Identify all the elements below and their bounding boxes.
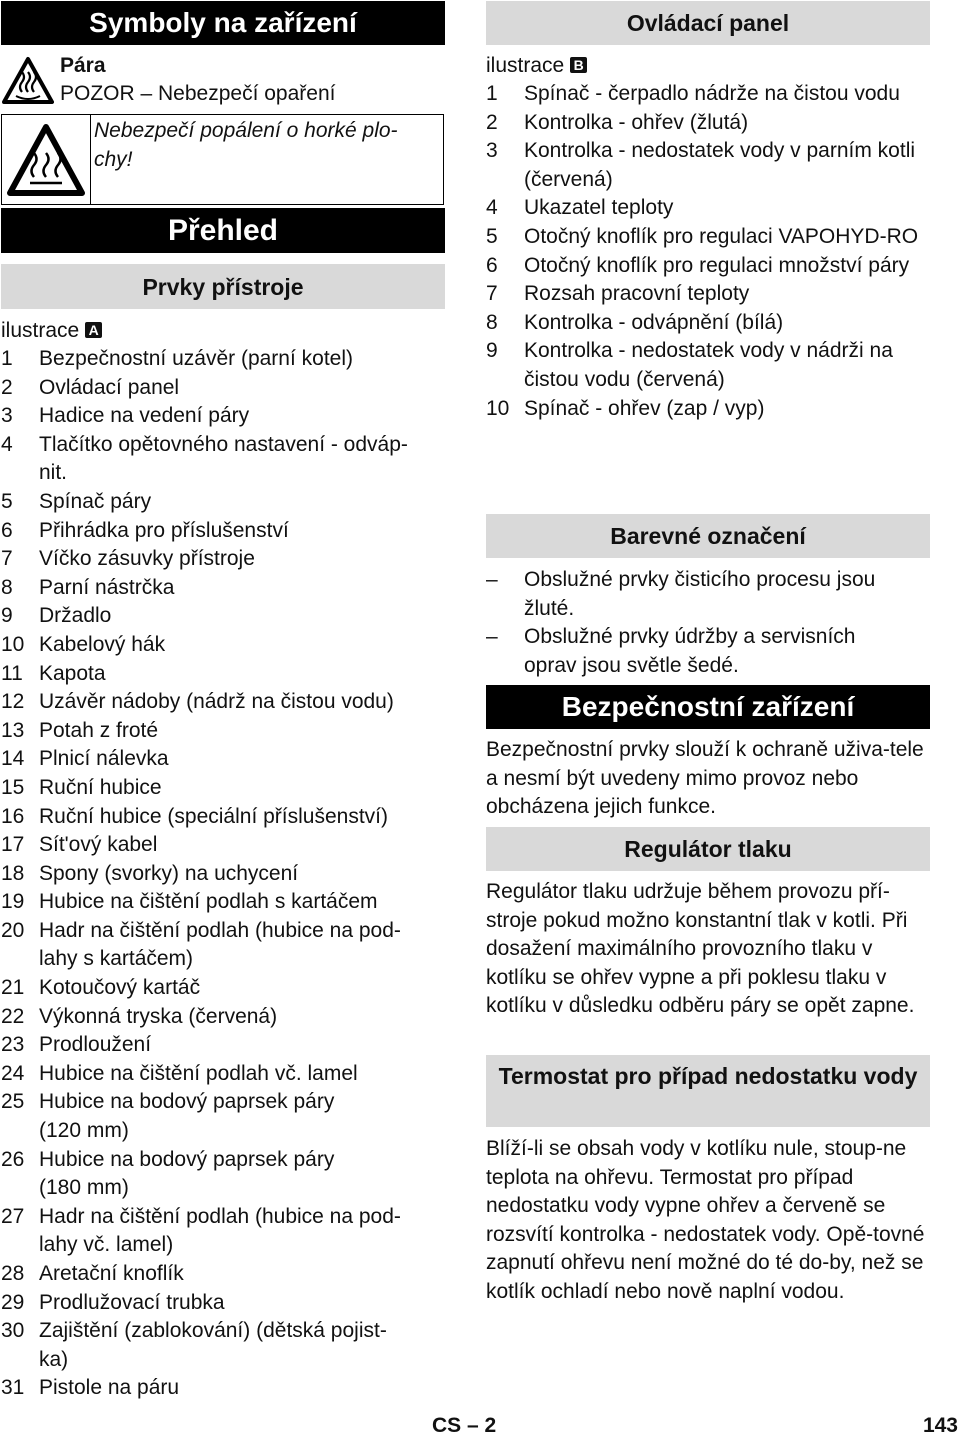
hot-surface-box [1, 114, 444, 205]
list-item: 29 Prodlužovací trubka [1, 1290, 225, 1314]
list-item: 9 Držadlo [1, 604, 112, 628]
steam-warning-icon [2, 56, 54, 106]
illustration-b-caption [486, 52, 587, 81]
list-item: 1 Spínač - čerpadlo nádrže na čistou vodu [486, 82, 900, 105]
thermostat-text: Blíží-li se obsah vody v kotlíku nule, stoup-ne teplota na ohřevu. Termostat pro případ nedostatku vody vypne ohřev a červeně se rozsvítí kontrolka - nedostatek vody. Opě-tovné zapnutí ohřevu není možné do té do-by, než se kotlík ochladí nebo nově naplní vodou. [486, 1137, 925, 1303]
elements-title: Prvky přístroje [1, 264, 445, 309]
list-item: 9 Kontrolka - nedostatek vody v nádrži na čistou vodu (červená) [486, 339, 893, 391]
symbols-title: Symboly na zařízení [1, 1, 445, 45]
list-item: 24 Hubice na čištění podlah vč. lamel [1, 1061, 358, 1085]
list-item: 4 Ukazatel teploty [486, 196, 674, 220]
overview-title: Přehled [1, 208, 445, 253]
list-item: 6 Přihrádka pro příslušenství [1, 518, 289, 542]
list-item: 11 Kapota [1, 661, 106, 685]
list-item: 20 Hadr na čištění podlah (hubice na pod-lahy s kartáčem) [1, 918, 401, 971]
steam-warning-text: POZOR – Nebezpečí opaření [60, 82, 336, 105]
color-coding-title: Barevné označení [486, 514, 930, 558]
hot-surface-icon [2, 115, 91, 204]
list-item: 17 Sít'ový kabel [1, 833, 158, 857]
list-item: 8 Kontrolka - odvápnění (bílá) [486, 310, 784, 334]
list-item: 4 Tlačítko opětovného nastavení - odváp-nit. [1, 432, 408, 485]
list-item: 23 Prodloužení [1, 1033, 152, 1057]
control-panel-title: Ovládací panel [486, 1, 930, 45]
list-item: 10 Kabelový hák [1, 632, 166, 656]
list-item: 3 Hadice na vedení páry [1, 404, 250, 428]
list-item: 14 Plnicí nálevka [1, 747, 169, 771]
list-item: 2 Ovládací panel [1, 375, 180, 399]
list-item: 7 Rozsah pracovní teploty [486, 282, 750, 306]
steam-heading: Pára [60, 54, 106, 77]
list-item: 10 Spínač - ohřev (zap / vyp) [486, 396, 765, 420]
list-item: 25 Hubice na bodový paprsek páry (120 mm) [1, 1090, 335, 1143]
list-item: 30 Zajištění (zablokování) (dětská pojist-ka) [1, 1319, 387, 1371]
list-item: 15 Ruční hubice [1, 775, 162, 799]
thermostat-title: Termostat pro případ nedostatku vody [486, 1055, 930, 1127]
list-item: 19 Hubice na čištění podlah s kartáčem [1, 890, 378, 914]
list-item: 13 Potah z froté [1, 718, 159, 742]
safety-devices-text: Bezpečnostní prvky slouží k ochraně uživa-tele a nesmí být uvedeny mimo provoz nebo obcházena jejich funkce. [486, 738, 924, 819]
pressure-regulator-title: Regulátor tlaku [486, 827, 930, 871]
illustration-label: ilustrace [486, 54, 565, 77]
list-item: 16 Ruční hubice (speciální příslušenství) [1, 804, 388, 828]
footer-page-number: 143 [922, 1414, 958, 1437]
illustration-letter-a: A [85, 322, 102, 338]
illustration-letter-b: B [570, 57, 587, 73]
list-item: 5 Spínač páry [1, 489, 152, 513]
list-item: 12 Uzávěr nádoby (nádrž na čistou vodu) [1, 690, 394, 714]
list-item: 21 Kotoučový kartáč [1, 976, 201, 1000]
illustration-label: ilustrace [1, 319, 80, 342]
list-item: 1 Bezpečnostní uzávěr (parní kotel) [1, 347, 353, 370]
list-item: 26 Hubice na bodový paprsek páry (180 mm) [1, 1147, 335, 1200]
list-item: 5 Otočný knoflík pro regulaci VAPOHYD-RO [486, 224, 919, 248]
list-item: 2 Kontrolka - ohřev (žlutá) [486, 110, 749, 134]
list-item: 7 Víčko zásuvky přístroje [1, 547, 255, 571]
list-item: 8 Parní nástrčka [1, 575, 175, 599]
list-item: 22 Výkonná tryska (červená) [1, 1004, 278, 1028]
list-item: 28 Aretační knoflík [1, 1262, 184, 1285]
list-item: 6 Otočný knoflík pro regulaci množství páry [486, 253, 910, 277]
list-item: 18 Spony (svorky) na uchycení [1, 861, 299, 885]
safety-devices-title: Bezpečnostní zařízení [486, 685, 930, 729]
list-item: – Obslužné prvky údržby a servisních oprav jsou světle šedé. [486, 625, 856, 677]
footer-lang-page: CS – 2 [432, 1414, 497, 1437]
list-item: 3 Kontrolka - nedostatek vody v parním kotli (červená) [486, 139, 916, 191]
list-item: 27 Hadr na čištění podlah (hubice na pod-lahy vč. lamel) [1, 1204, 401, 1257]
color-coding-list [486, 566, 896, 680]
control-panel-list [486, 80, 930, 423]
hot-surface-text: Nebezpečí popálení o horké plo-chy! [94, 119, 398, 171]
device-elements-list [1, 345, 441, 1403]
list-item: 31 Pistole na páru [1, 1376, 180, 1400]
pressure-regulator-text: Regulátor tlaku udržuje během provozu pří-stroje pokud možno konstantní tlak v kotli. Při dosažení maximálního provozního tlaku v kotlíku se ohřev vypne a při poklesu tlaku v kotlíku v důsledku odběru páry se opět zapne. [486, 880, 915, 1018]
illustration-a-caption [1, 317, 102, 346]
list-item: – Obslužné prvky čisticího procesu jsou žluté. [486, 568, 876, 620]
